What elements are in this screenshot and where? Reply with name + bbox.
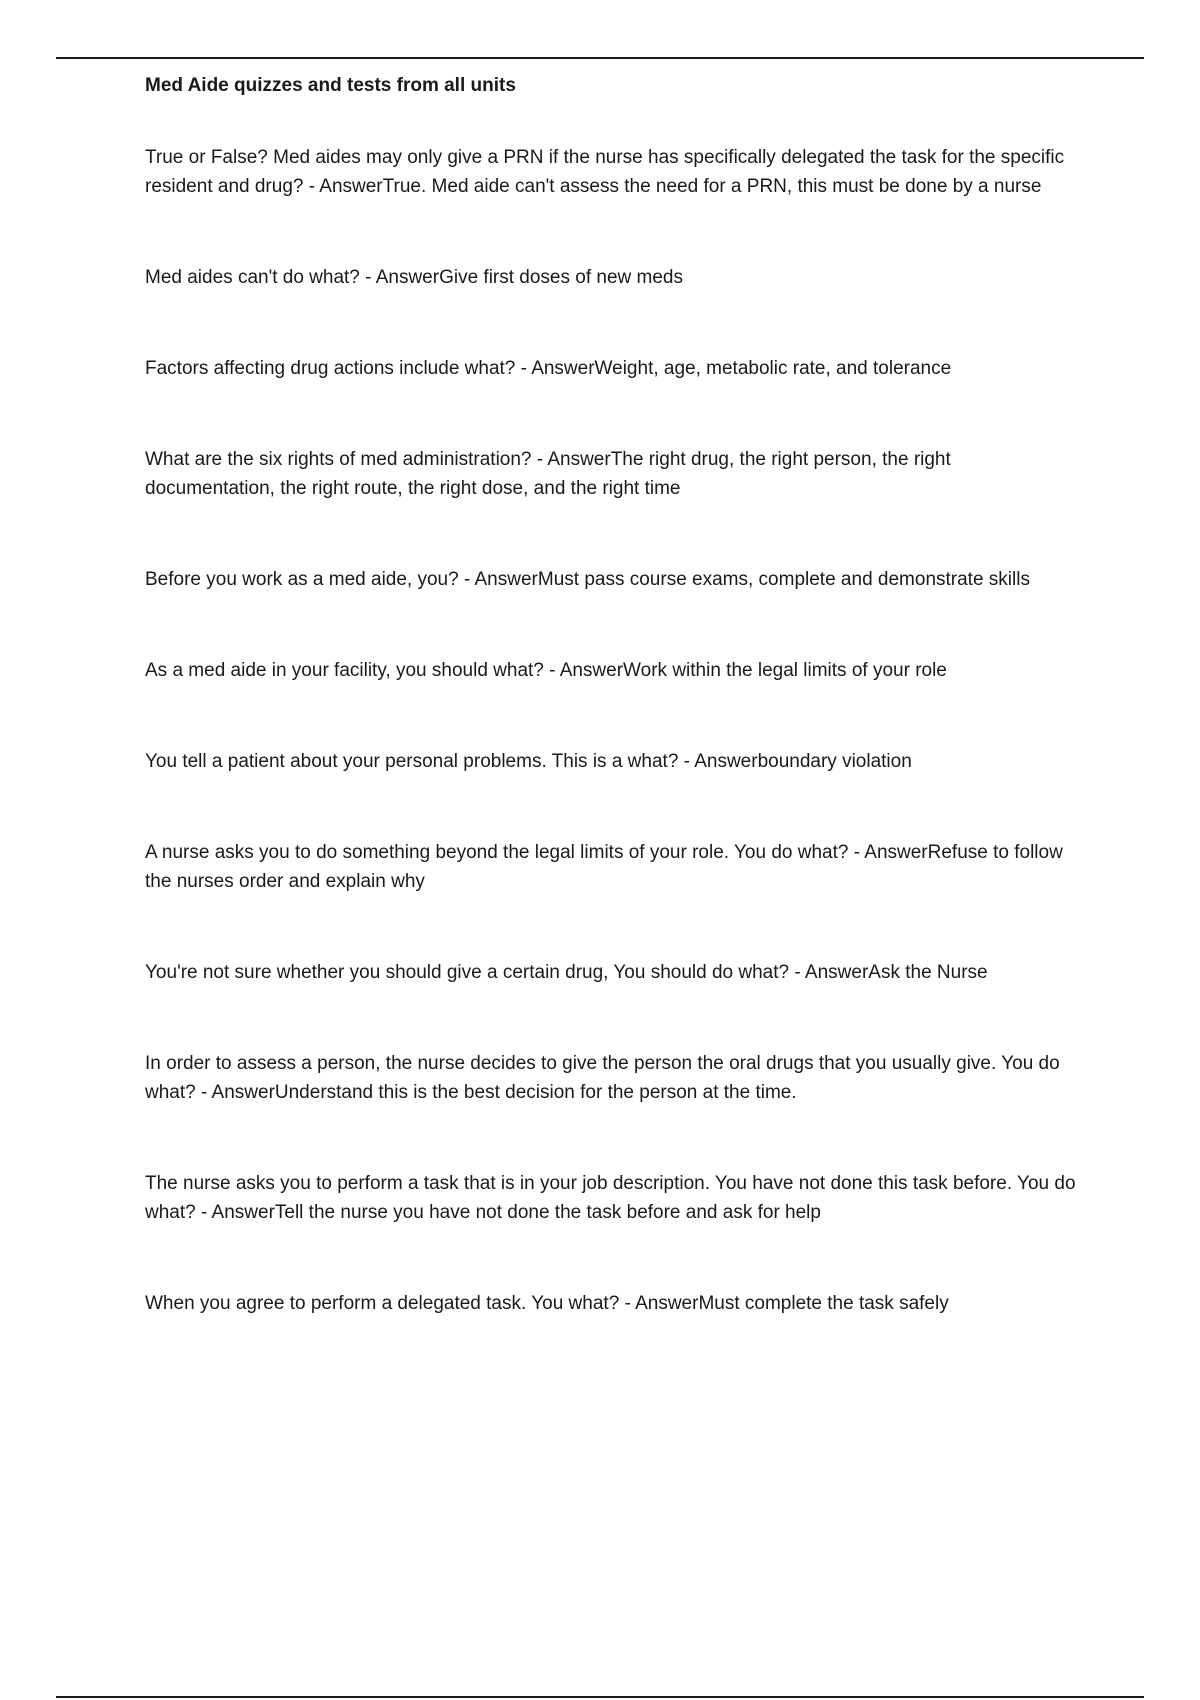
qa-item: What are the six rights of med administration? - AnswerThe right drug, the right person, the right documentation, the right route, the right dose, and the right time (145, 449, 951, 499)
bottom-divider (56, 1696, 1144, 1698)
document-body (145, 72, 1085, 1318)
qa-item: You're not sure whether you should give a certain drug, You should do what? - AnswerAsk the Nurse (145, 962, 988, 983)
qa-item: A nurse asks you to do something beyond the legal limits of your role. You do what? - AnswerRefuse to follow the nurses order and explain why (145, 842, 1063, 892)
qa-item: Med aides can't do what? - AnswerGive first doses of new meds (145, 267, 683, 288)
top-divider (56, 57, 1144, 59)
qa-item: Before you work as a med aide, you? - AnswerMust pass course exams, complete and demonstrate skills (145, 569, 1030, 590)
qa-item: True or False? Med aides may only give a PRN if the nurse has specifically delegated the task for the specific resident and drug? - AnswerTrue. Med aide can't assess the need for a PRN, this must be done by a nurse (145, 147, 1065, 197)
qa-item: You tell a patient about your personal problems. This is a what? - Answerboundary violation (145, 751, 912, 772)
qa-list (145, 143, 1085, 1318)
qa-item: As a med aide in your facility, you should what? - AnswerWork within the legal limits of your role (145, 660, 947, 681)
qa-item: In order to assess a person, the nurse decides to give the person the oral drugs that you usually give. You do what? - AnswerUnderstand this is the best decision for the person at the time. (145, 1053, 1060, 1103)
qa-item: The nurse asks you to perform a task that is in your job description. You have not done this task before. You do what? - AnswerTell the nurse you have not done the task before and ask for help (145, 1173, 1076, 1223)
qa-item: When you agree to perform a delegated task. You what? - AnswerMust complete the task safely (145, 1293, 949, 1314)
document-title: Med Aide quizzes and tests from all units (145, 75, 516, 96)
qa-item: Factors affecting drug actions include what? - AnswerWeight, age, metabolic rate, and tolerance (145, 358, 952, 379)
